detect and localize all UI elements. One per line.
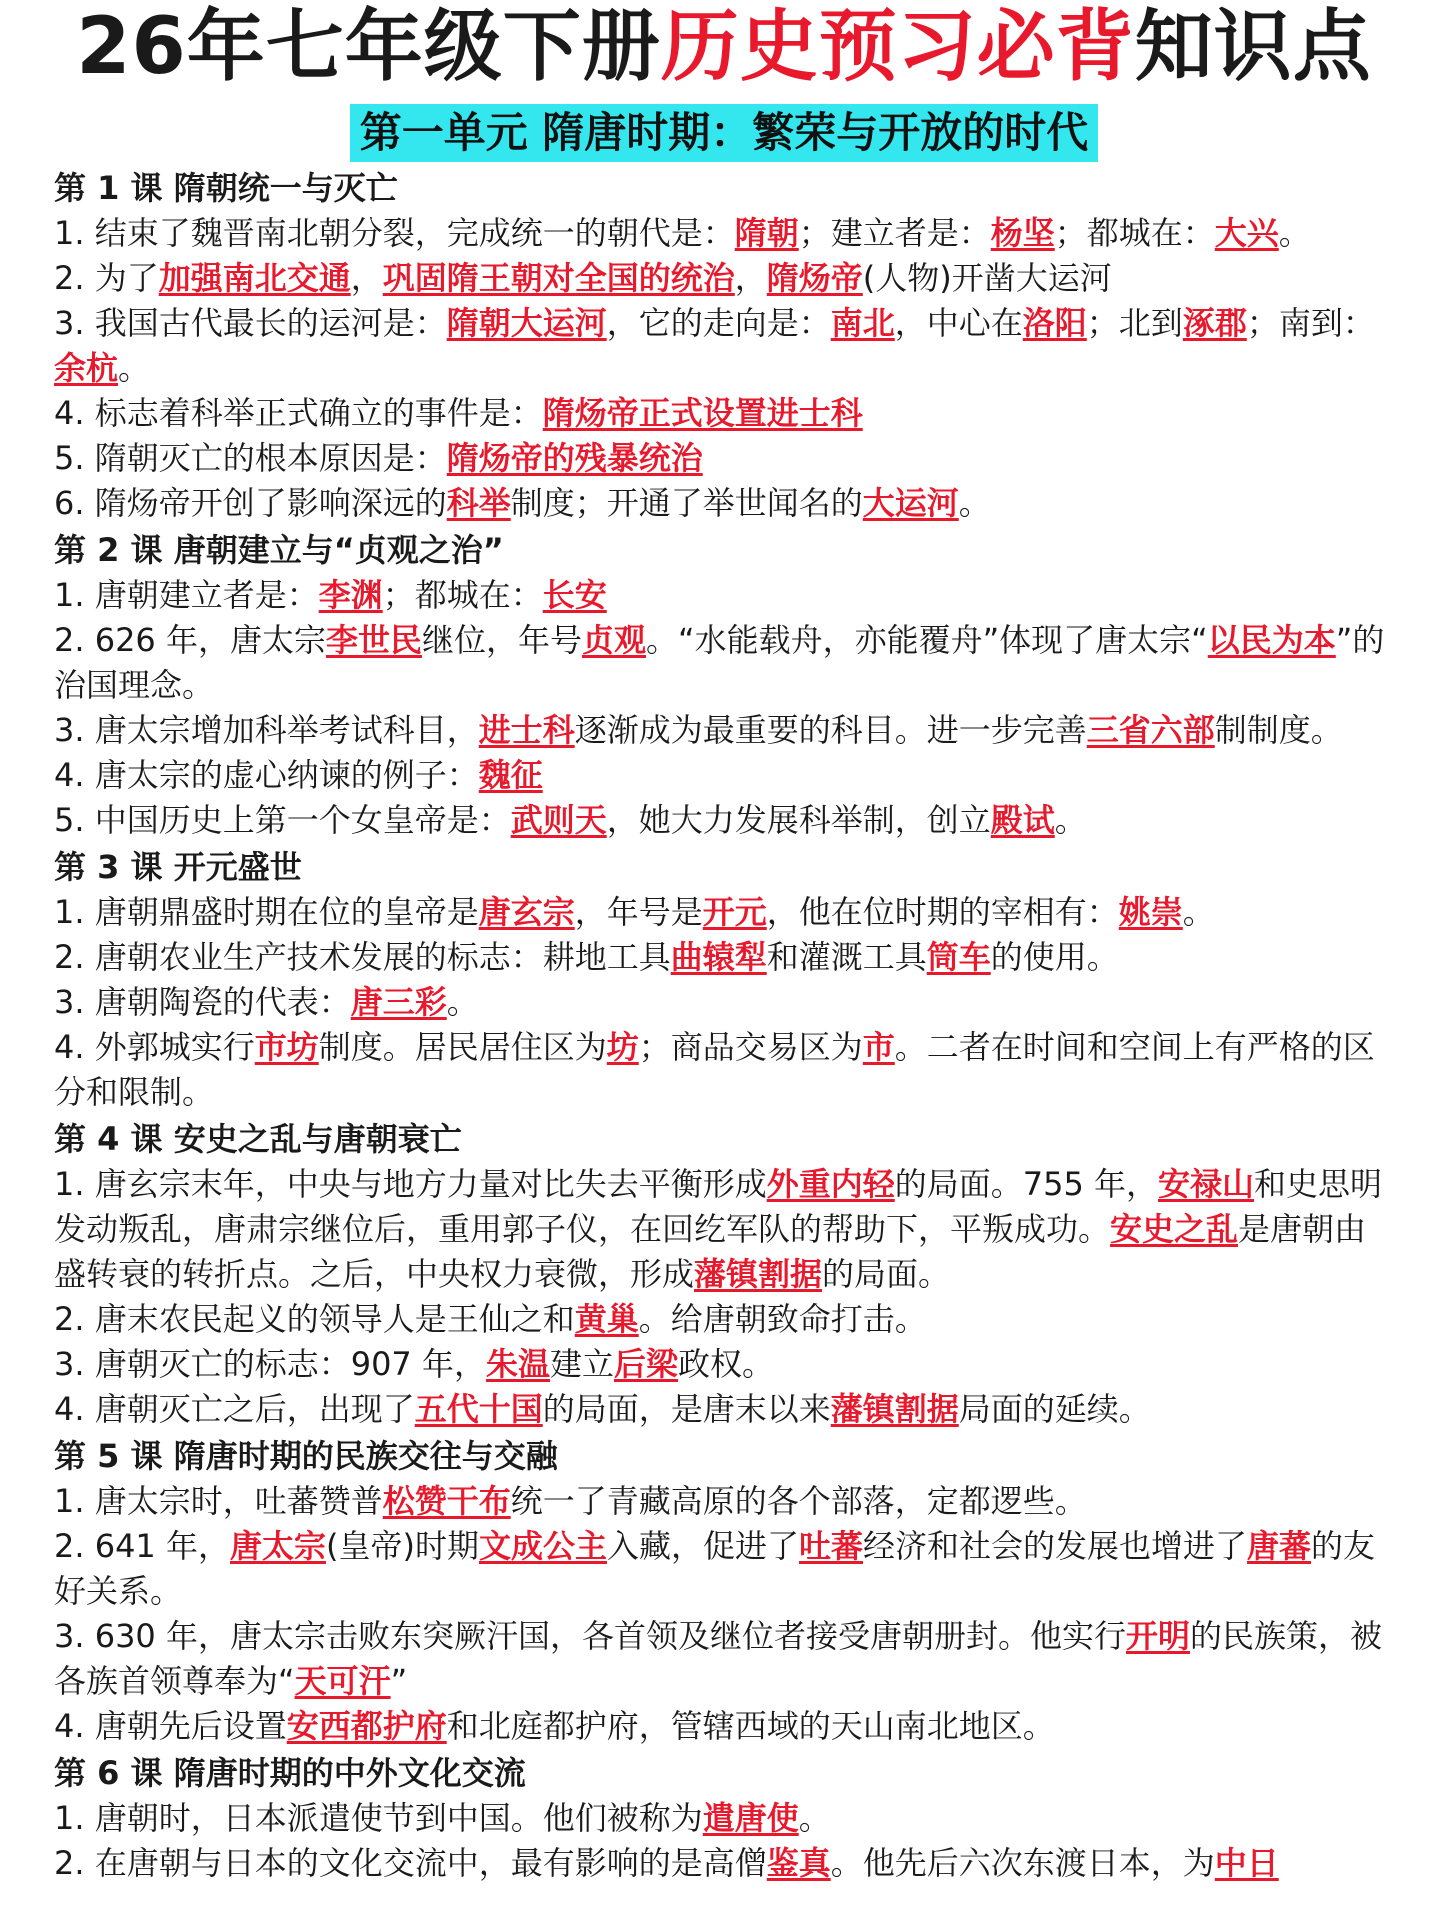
item-text: 制度；开通了举世闻名的 [510, 484, 863, 522]
key-term: 贞观 [582, 621, 647, 659]
item-text: ；商品交易区为 [638, 1028, 863, 1066]
item-text: ，他在位时期的宰相有： [766, 893, 1119, 931]
knowledge-item [54, 708, 1394, 753]
item-text: 制制度。 [1214, 711, 1343, 749]
key-term: 南北 [830, 304, 895, 342]
key-term: 中日 [1214, 1844, 1279, 1882]
key-term: 魏征 [478, 756, 543, 794]
key-term: 科举 [446, 484, 511, 522]
item-text: 1. 唐朝时，日本派遣使节到中国。他们被称为 [54, 1799, 703, 1837]
key-term: 安史之乱 [1110, 1210, 1239, 1248]
page-title [54, 0, 1394, 92]
knowledge-item [54, 301, 1394, 391]
knowledge-item [54, 1387, 1394, 1432]
item-text: 2. 在唐朝与日本的文化交流中，最有影响的是高僧 [54, 1844, 767, 1882]
key-term: 遣唐使 [702, 1799, 799, 1837]
key-term: 开明 [1125, 1617, 1190, 1655]
lesson-heading: 第 1 课 隋朝统一与灭亡 [54, 169, 398, 207]
unit-title: 第一单元 隋唐时期：繁荣与开放的时代 [350, 104, 1099, 162]
item-text: ；都城在： [1054, 214, 1215, 252]
key-term: 五代十国 [414, 1390, 543, 1428]
key-term: 曲辕犁 [670, 938, 767, 976]
title-post: 知识点 [1134, 2, 1372, 92]
knowledge-item [54, 1342, 1394, 1387]
item-text: 。“水能载舟，亦能覆舟”体现了唐太宗“ [646, 621, 1208, 659]
item-text: 。 [118, 349, 151, 387]
key-term: 李世民 [325, 621, 422, 659]
key-term: 以民为本 [1207, 621, 1336, 659]
key-term: 天可汗 [294, 1662, 391, 1700]
item-text: 2. 为了 [54, 259, 159, 297]
key-term: 涿郡 [1182, 304, 1247, 342]
item-text: 。 [798, 1799, 831, 1837]
item-text: 的使用。 [990, 938, 1119, 976]
item-text: 的民族策，被各族首领尊奉为“ [54, 1617, 1382, 1700]
knowledge-item [54, 1614, 1394, 1704]
item-text: 2. 唐朝农业生产技术发展的标志：耕地工具 [54, 938, 671, 976]
knowledge-item [54, 1796, 1394, 1841]
item-text: 入藏，促进了 [606, 1527, 799, 1565]
item-text: ，中心在 [894, 304, 1023, 342]
key-term: 唐三彩 [350, 983, 447, 1021]
knowledge-item [54, 436, 1394, 481]
knowledge-item [54, 935, 1394, 980]
item-text: ；都城在： [382, 576, 543, 614]
item-text: 政权。 [678, 1345, 775, 1383]
item-text: 。 [446, 983, 479, 1021]
knowledge-item [54, 798, 1394, 843]
item-text: ，它的走向是： [606, 304, 831, 342]
key-term: 大兴 [1214, 214, 1279, 252]
item-text: 经济和社会的发展也增进了 [863, 1527, 1248, 1565]
item-text: 逐渐成为最重要的科目。进一步完善 [574, 711, 1087, 749]
key-term: 吐蕃 [799, 1527, 864, 1565]
key-term: 安西都护府 [286, 1707, 447, 1745]
item-text: 。 [1182, 893, 1215, 931]
key-term: 进士科 [478, 711, 575, 749]
item-text: 1. 唐朝鼎盛时期在位的皇帝是 [54, 893, 479, 931]
item-text: ”的治国理念。 [54, 621, 1385, 704]
item-text: 。 [958, 484, 991, 522]
key-term: 巩固隋王朝对全国的统治 [382, 259, 735, 297]
item-text: ；建立者是： [798, 214, 991, 252]
knowledge-item [54, 890, 1394, 935]
item-text: 5. 隋朝灭亡的根本原因是： [54, 439, 447, 477]
item-text: (皇帝)时期 [325, 1527, 479, 1565]
knowledge-item [54, 1524, 1394, 1614]
item-text: 6. 隋炀帝开创了影响深远的 [54, 484, 447, 522]
item-text: 的局面，是唐末以来 [542, 1390, 831, 1428]
key-term: 松赞干布 [382, 1482, 511, 1520]
key-term: 隋朝大运河 [446, 304, 607, 342]
key-term: 隋炀帝正式设置进士科 [542, 394, 863, 432]
key-term: 三省六部 [1086, 711, 1215, 749]
knowledge-item [54, 980, 1394, 1025]
key-term: 坊 [606, 1028, 639, 1066]
key-term: 后梁 [614, 1345, 679, 1383]
key-term: 余杭 [54, 349, 119, 387]
key-term: 黄巢 [574, 1300, 639, 1338]
item-text: 局面的延续。 [958, 1390, 1151, 1428]
item-text: 3. 唐朝陶瓷的代表： [54, 983, 351, 1021]
item-text: 。给唐朝致命打击。 [638, 1300, 927, 1338]
item-text: 1. 唐朝建立者是： [54, 576, 319, 614]
key-term: 大运河 [862, 484, 959, 522]
item-text: 继位，年号 [421, 621, 582, 659]
item-text: 和史思明发动叛乱，唐肃宗继位后，重用郭子仪，在回纥军队的帮助下，平叛成功。 [54, 1165, 1383, 1248]
item-text: 4. 标志着科举正式确立的事件是： [54, 394, 543, 432]
key-term: 安禄山 [1158, 1165, 1255, 1203]
item-text: ，年号是 [574, 893, 703, 931]
key-term: 姚崇 [1118, 893, 1183, 931]
item-text: 建立 [549, 1345, 614, 1383]
item-text: 4. 外郭城实行 [54, 1028, 255, 1066]
knowledge-item [54, 1479, 1394, 1524]
key-term: 鉴真 [766, 1844, 831, 1882]
item-text: 制度。居民居住区为 [318, 1028, 607, 1066]
item-text: ；北到 [1086, 304, 1183, 342]
knowledge-item [54, 1704, 1394, 1749]
knowledge-item [54, 256, 1394, 301]
key-term: 唐太宗 [229, 1527, 326, 1565]
item-text: 2. 唐末农民起义的领导人是王仙之和 [54, 1300, 575, 1338]
key-term: 外重内轻 [766, 1165, 895, 1203]
item-text: 是唐朝由盛转衰的转折点。之后，中央权力衰微，形成 [54, 1210, 1367, 1293]
item-text: 统一了青藏高原的各个部落，定都逻些。 [510, 1482, 1087, 1520]
item-text: ；南到： [1246, 304, 1375, 342]
item-text: ，她大力发展科举制，创立 [606, 801, 991, 839]
item-text: 1. 结束了魏晋南北朝分裂，完成统一的朝代是： [54, 214, 735, 252]
unit-banner [54, 104, 1394, 162]
lesson-heading: 第 2 课 唐朝建立与“贞观之治” [54, 531, 504, 569]
item-text: 3. 唐太宗增加科举考试科目， [54, 711, 479, 749]
title-pre: 26年七年级下册 [76, 2, 661, 92]
knowledge-item [54, 1025, 1394, 1115]
knowledge-item [54, 391, 1394, 436]
item-text: 。 [1278, 214, 1311, 252]
knowledge-item [54, 211, 1394, 256]
item-text: 3. 630 年，唐太宗击败东突厥汗国，各首领及继位者接受唐朝册封。他实行 [54, 1617, 1126, 1655]
title-highlight: 历史预习必背 [660, 2, 1135, 92]
key-term: 杨坚 [990, 214, 1055, 252]
key-term: 藩镇割据 [830, 1390, 959, 1428]
key-term: 殿试 [990, 801, 1055, 839]
item-text: 3. 我国古代最长的运河是： [54, 304, 447, 342]
knowledge-item [54, 1297, 1394, 1342]
knowledge-item [54, 1841, 1394, 1886]
item-text: ， [734, 259, 767, 297]
item-text: 4. 唐太宗的虚心纳谏的例子： [54, 756, 479, 794]
lesson-heading: 第 3 课 开元盛世 [54, 848, 302, 886]
key-term: 唐蕃 [1247, 1527, 1312, 1565]
item-text: 4. 唐朝灭亡之后，出现了 [54, 1390, 415, 1428]
knowledge-item [54, 753, 1394, 798]
item-text: 1. 唐太宗时，吐蕃赞普 [54, 1482, 383, 1520]
item-text: 3. 唐朝灭亡的标志：907 年， [54, 1345, 486, 1383]
item-text: 5. 中国历史上第一个女皇帝是： [54, 801, 511, 839]
lesson-heading: 第 6 课 隋唐时期的中外文化交流 [54, 1754, 526, 1792]
lesson-list [54, 166, 1394, 1886]
key-term: 文成公主 [478, 1527, 607, 1565]
knowledge-item [54, 481, 1394, 526]
key-term: 隋炀帝 [766, 259, 863, 297]
item-text: 和北庭都护府，管辖西域的天山南北地区。 [446, 1707, 1055, 1745]
item-text: (人物)开凿大运河 [862, 259, 1112, 297]
item-text: 4. 唐朝先后设置 [54, 1707, 287, 1745]
key-term: 洛阳 [1022, 304, 1087, 342]
key-term: 市 [862, 1028, 895, 1066]
key-term: 隋朝 [734, 214, 799, 252]
item-text: 。他先后六次东渡日本，为 [830, 1844, 1215, 1882]
key-term: 加强南北交通 [158, 259, 351, 297]
key-term: 藩镇割据 [694, 1255, 823, 1293]
key-term: 市坊 [254, 1028, 319, 1066]
item-text: 的友好关系。 [54, 1527, 1376, 1610]
item-text: 的局面。755 年， [894, 1165, 1158, 1203]
key-term: 朱温 [485, 1345, 550, 1383]
knowledge-item [54, 618, 1394, 708]
key-term: 唐玄宗 [478, 893, 575, 931]
item-text: ， [350, 259, 383, 297]
item-text: 2. 641 年， [54, 1527, 230, 1565]
knowledge-item [54, 573, 1394, 618]
key-term: 李渊 [318, 576, 383, 614]
item-text: 2. 626 年，唐太宗 [54, 621, 326, 659]
key-term: 武则天 [510, 801, 607, 839]
lesson-heading: 第 5 课 隋唐时期的民族交往与交融 [54, 1437, 558, 1475]
item-text: 1. 唐玄宗末年，中央与地方力量对比失去平衡形成 [54, 1165, 767, 1203]
item-text: ” [390, 1662, 408, 1700]
item-text: 。 [1054, 801, 1087, 839]
key-term: 开元 [702, 893, 767, 931]
key-term: 长安 [542, 576, 607, 614]
lesson-heading: 第 4 课 安史之乱与唐朝衰亡 [54, 1120, 462, 1158]
item-text: 的局面。 [822, 1255, 951, 1293]
key-term: 筒车 [926, 938, 991, 976]
item-text: 和灌溉工具 [766, 938, 927, 976]
key-term: 隋炀帝的残暴统治 [446, 439, 703, 477]
item-text: 。二者在时间和空间上有严格的区分和限制。 [54, 1028, 1375, 1111]
knowledge-item [54, 1162, 1394, 1297]
